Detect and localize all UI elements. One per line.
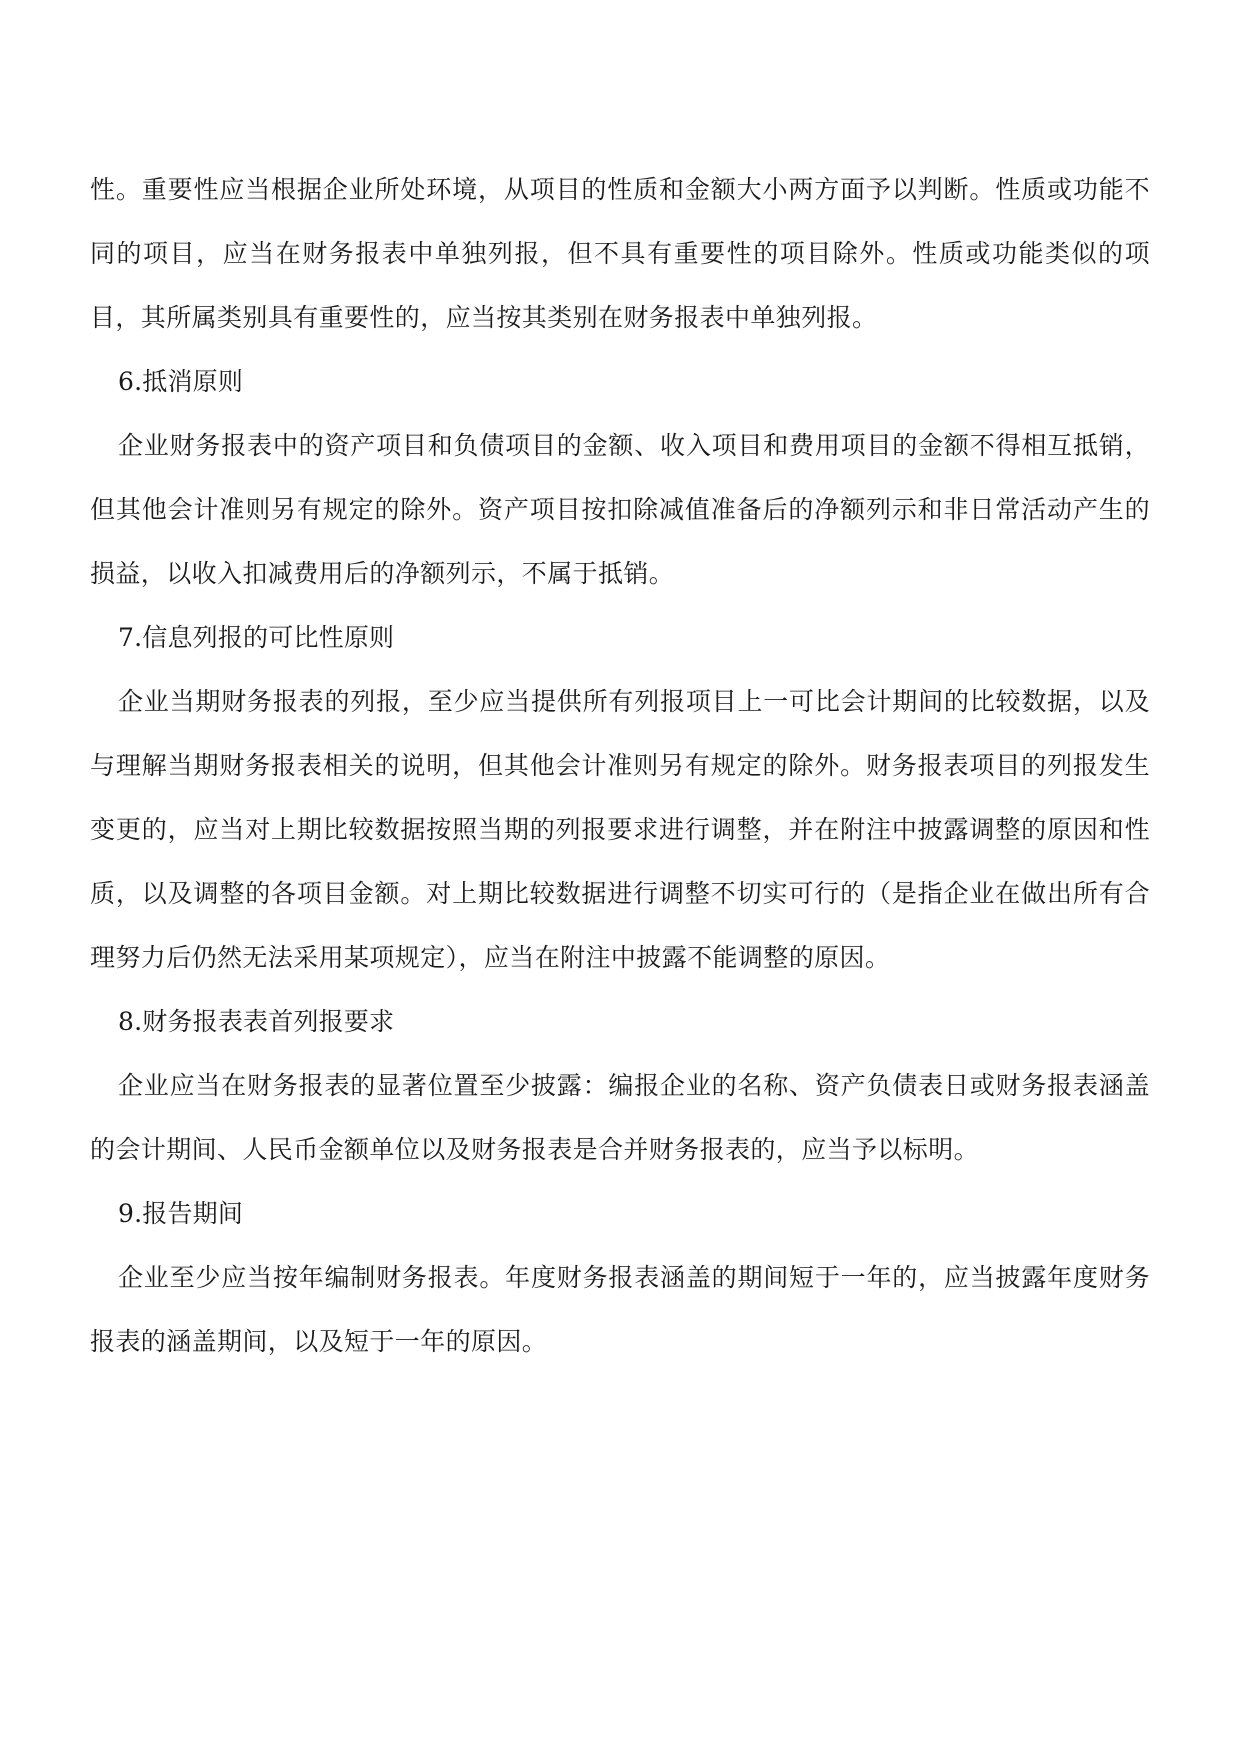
- section-heading-header-requirements: 8.财务报表表首列报要求: [118, 1007, 395, 1036]
- paragraph-reporting-period: 企业至少应当按年编制财务报表。年度财务报表涵盖的期间短于一年的，应当披露年度财务报表的涵盖期间，以及短于一年的原因。: [90, 1263, 1150, 1356]
- section-heading-reporting-period: 9.报告期间: [118, 1199, 244, 1228]
- section-heading-offsetting: 6.抵消原则: [118, 367, 244, 396]
- paragraph-materiality-continued: 性。重要性应当根据企业所处环境，从项目的性质和金额大小两方面予以判断。性质或功能不同的项目，应当在财务报表中单独列报，但不具有重要性的项目除外。性质或功能类似的项目，其所属类别具有重要性的，应当按其类别在财务报表中单独列报。: [90, 175, 1150, 332]
- document-body: [90, 158, 1150, 1374]
- section-heading-comparability: 7.信息列报的可比性原则: [118, 623, 395, 652]
- paragraph-header-requirements: 企业应当在财务报表的显著位置至少披露：编报企业的名称、资产负债表日或财务报表涵盖的会计期间、人民币金额单位以及财务报表是合并财务报表的，应当予以标明。: [90, 1071, 1150, 1164]
- paragraph-offsetting: 企业财务报表中的资产项目和负债项目的金额、收入项目和费用项目的金额不得相互抵销，但其他会计准则另有规定的除外。资产项目按扣除减值准备后的净额列示和非日常活动产生的损益，以收入扣减费用后的净额列示，不属于抵销。: [90, 431, 1150, 588]
- paragraph-comparability: 企业当期财务报表的列报，至少应当提供所有列报项目上一可比会计期间的比较数据，以及与理解当期财务报表相关的说明，但其他会计准则另有规定的除外。财务报表项目的列报发生变更的，应当对上期比较数据按照当期的列报要求进行调整，并在附注中披露调整的原因和性质，以及调整的各项目金额。对上期比较数据进行调整不切实可行的（是指企业在做出所有合理努力后仍然无法采用某项规定），应当在附注中披露不能调整的原因。: [90, 687, 1150, 972]
